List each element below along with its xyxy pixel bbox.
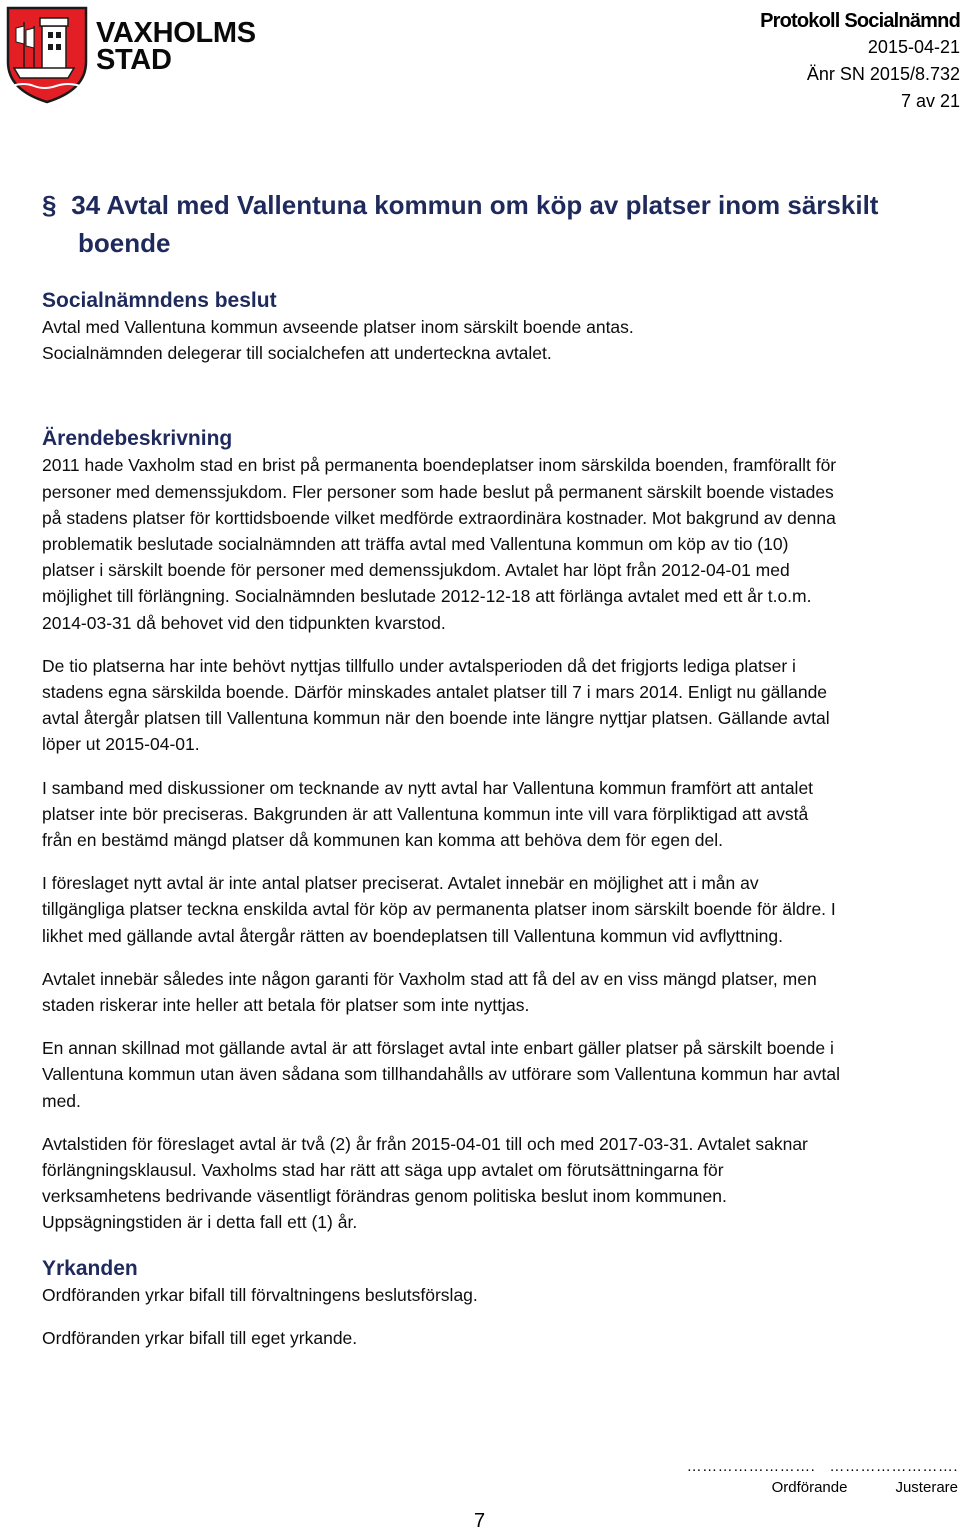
coat-of-arms-icon xyxy=(4,4,94,104)
text-line: En annan skillnad mot gällande avtal är att förslaget avtal inte enbart gäller platser på särskilt boende i xyxy=(42,1038,834,1059)
text-line: förlängningsklausul. Vaxholms stad har rätt att säga upp avtalet om förutsättningarna för xyxy=(42,1160,724,1181)
section-title xyxy=(42,186,942,262)
meeting-date: 2015-04-21 xyxy=(867,37,960,57)
text-line: från en bestämd mängd platser då kommunen kan komma att behöva dem för egen del. xyxy=(42,830,723,851)
vaxholms-stad-logo xyxy=(4,4,264,104)
paragraph-symbol: § xyxy=(42,190,57,220)
text-line: likhet med gällande avtal återgår rätten av boendeplatsen till Vallentuna kommun vid avflyttning. xyxy=(42,925,783,946)
text-line: löper ut 2015-04-01. xyxy=(42,734,200,755)
case-number: Änr SN 2015/8.732 xyxy=(806,64,960,84)
text-line: avtal återgår platsen till Vallentuna kommun när den boende inte längre nyttjar platsen. Gällande avtal xyxy=(42,708,830,729)
arende-paragraph-1 xyxy=(42,452,952,635)
arende-paragraph-7 xyxy=(42,1131,952,1236)
text-line: Avtalstiden för föreslaget avtal är två (2) år från 2015-04-01 till och med 2017-03-31. Avtalet saknar xyxy=(42,1133,808,1154)
arende-paragraph-6 xyxy=(42,1035,952,1114)
logo-line-1: VAXHOLMS xyxy=(96,17,256,49)
text-line: tillgängliga platser teckna enskilda avtal för köp av permanenta platser inom särskilt boende för äldre. I xyxy=(42,899,836,920)
yrkande-1: Ordföranden yrkar bifall till förvaltningens beslutsförslag. xyxy=(42,1284,478,1305)
arende-paragraph-5 xyxy=(42,966,952,1018)
text-line: platser inte bör preciseras. Bakgrunden är att Vallentuna kommun inte vill vara förpliktigad att avstå xyxy=(42,803,809,824)
text-line: De tio platserna har inte behövt nyttjas tillfullo under avtalsperioden då det frigjorts lediga platser i xyxy=(42,655,796,676)
ordforande-label: Ordförande xyxy=(771,1479,848,1496)
text-line: Avtalet innebär således inte någon garanti för Vaxholm stad att få del av en viss mängd platser, men xyxy=(42,968,817,989)
page-of: 7 av 21 xyxy=(900,91,960,111)
text-line: Vallentuna kommun utan även sådana som tillhandahålls av utförare som Vallentuna kommun har avtal xyxy=(42,1064,841,1085)
section-title-line-1: 34 Avtal med Vallentuna kommun om köp av platser inom särskilt xyxy=(71,190,879,220)
protocol-header xyxy=(760,8,960,115)
signature-line-ordforande: ……………………. xyxy=(686,1458,816,1475)
signature-lines xyxy=(686,1458,958,1475)
page-number: 7 xyxy=(474,1510,486,1532)
text-line: I samband med diskussioner om tecknande av nytt avtal har Vallentuna kommun framfört att antalet xyxy=(42,777,814,798)
text-line: möjlighet till förlängning. Socialnämnden beslutade 2012-12-18 att förlänga avtalet med ett år t.o.m. xyxy=(42,586,812,607)
justerare-label: Justerare xyxy=(895,1479,958,1496)
arende-paragraph-2 xyxy=(42,653,952,758)
beslut-line: Socialnämnden delegerar till socialchefen att underteckna avtalet. xyxy=(42,343,552,364)
logo-wordmark xyxy=(96,17,256,76)
signature-labels xyxy=(698,1479,958,1496)
arende-heading: Ärendebeskrivning xyxy=(42,427,233,451)
text-line: I föreslaget nytt avtal är inte antal platser preciserat. Avtalet innebär en möjlighet att i mån av xyxy=(42,873,759,894)
text-line: platser i särskilt boende för personer med demenssjukdom. Avtalet har löpt från 2012-04-01 med xyxy=(42,560,790,581)
text-line: Uppsägningstiden är i detta fall ett (1) år. xyxy=(42,1212,358,1233)
beslut-heading: Socialnämndens beslut xyxy=(42,289,277,312)
text-line: staden riskerar inte heller att betala för platser som inte nyttjas. xyxy=(42,995,530,1016)
yrkanden-heading: Yrkanden xyxy=(42,1256,138,1280)
text-line: 2011 hade Vaxholm stad en brist på permanenta boendeplatser inom särskilda boenden, framförallt för xyxy=(42,455,837,476)
text-line: med. xyxy=(42,1090,81,1111)
arende-paragraph-3 xyxy=(42,775,952,854)
section-title-line-2: boende xyxy=(78,228,171,258)
arende-paragraph-4 xyxy=(42,870,952,949)
yrkande-2: Ordföranden yrkar bifall till eget yrkande. xyxy=(42,1327,358,1348)
text-line: problematik beslutade socialnämnden att träffa avtal med Vallentuna kommun om köp av tio (10) xyxy=(42,534,789,555)
protocol-body xyxy=(42,288,952,1351)
signature-line-justerare: ……………………. xyxy=(829,1458,958,1475)
signature-footer xyxy=(686,1458,958,1496)
text-line: verksamhetens bedrivande väsentligt förändras genom politiska beslut inom kommunen. xyxy=(42,1186,727,1207)
text-line: personer med demenssjukdom. Fler personer som hade beslut på permanent särskilt boende vistades xyxy=(42,481,834,502)
beslut-line: Avtal med Vallentuna kommun avseende platser inom särskilt boende antas. xyxy=(42,317,634,337)
text-line: på stadens platser för korttidsboende vilket medförde extraordinära kostnader. Mot bakgrund av denna xyxy=(42,507,836,528)
document-title: Protokoll Socialnämnd xyxy=(760,10,960,32)
text-line: stadens egna särskilda boende. Därför minskades antalet platser till 7 i mars 2014. Enligt nu gällande xyxy=(42,682,828,703)
logo-line-2: STAD xyxy=(96,44,172,76)
text-line: 2014-03-31 då behovet vid den tidpunkten kvarstod. xyxy=(42,612,446,633)
